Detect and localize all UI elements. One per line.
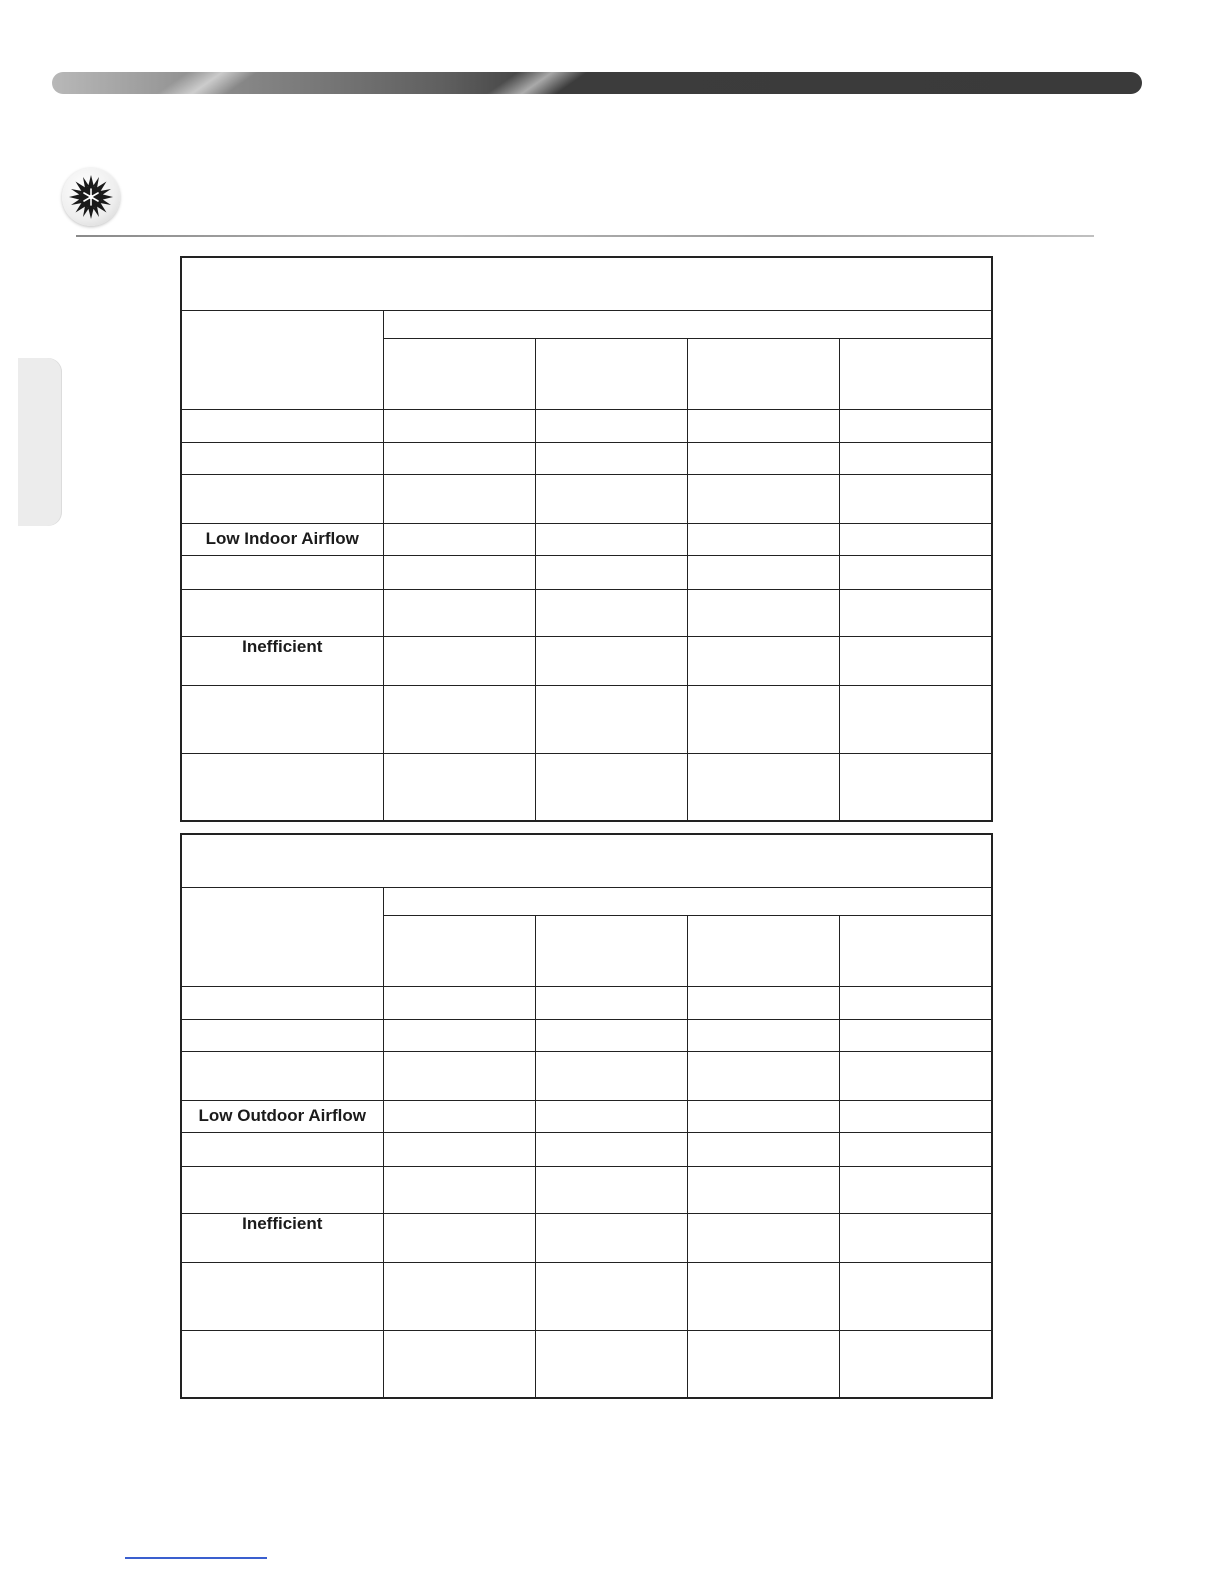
low-indoor-airflow-label: Low Indoor Airflow xyxy=(181,523,383,555)
table-row xyxy=(181,474,992,523)
column-header xyxy=(535,915,687,986)
table-row xyxy=(181,1330,992,1398)
row-header-cell xyxy=(181,887,383,986)
column-group-header xyxy=(383,887,992,915)
header-bar xyxy=(52,72,1142,94)
inefficient-label: Inefficient xyxy=(181,636,383,685)
outdoor-airflow-table xyxy=(180,833,993,1399)
table-row xyxy=(181,1019,992,1051)
inefficient-label: Inefficient xyxy=(181,1213,383,1262)
indoor-airflow-table xyxy=(180,256,993,822)
table-title-cell xyxy=(181,834,992,887)
table-row xyxy=(181,685,992,753)
column-group-header xyxy=(383,310,992,338)
column-header xyxy=(535,338,687,409)
column-header xyxy=(687,915,839,986)
column-header xyxy=(839,338,992,409)
column-header xyxy=(687,338,839,409)
side-tab xyxy=(18,358,62,526)
column-header xyxy=(383,338,535,409)
table-row xyxy=(181,1166,992,1213)
column-header xyxy=(383,915,535,986)
table-row xyxy=(181,753,992,821)
snowflake-sun-icon xyxy=(62,168,120,226)
table-row xyxy=(181,986,992,1019)
header-bar-highlight xyxy=(486,72,587,94)
table-row xyxy=(181,555,992,589)
table-row xyxy=(181,1213,992,1262)
table-row xyxy=(181,589,992,636)
table-row xyxy=(181,409,992,442)
low-outdoor-airflow-label: Low Outdoor Airflow xyxy=(181,1100,383,1132)
table-row xyxy=(181,1262,992,1330)
footer-link-underline[interactable] xyxy=(125,1557,267,1559)
table-title-cell xyxy=(181,257,992,310)
table-row xyxy=(181,1132,992,1166)
section-divider xyxy=(76,235,1094,237)
header-bar-highlight xyxy=(156,72,257,94)
table-row xyxy=(181,636,992,685)
column-header xyxy=(839,915,992,986)
table-row xyxy=(181,442,992,474)
table-row xyxy=(181,1100,992,1132)
row-header-cell xyxy=(181,310,383,409)
table-row xyxy=(181,523,992,555)
table-row xyxy=(181,1051,992,1100)
